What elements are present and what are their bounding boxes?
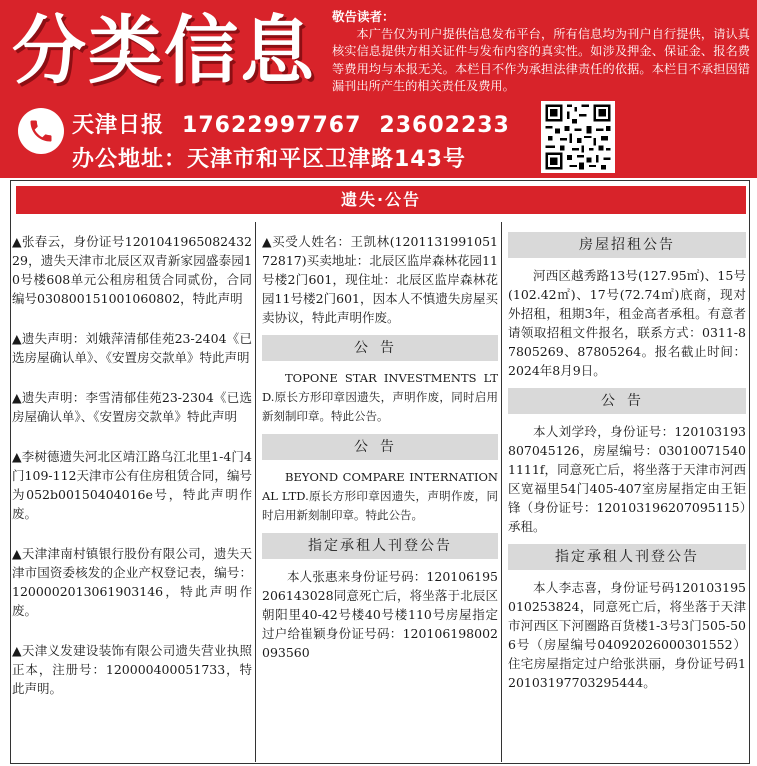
newspaper-name: 天津日报: [72, 113, 165, 138]
notice-item: 本人李志喜，身份证号码120103195010253824，同意死亡后，将坐落于天津市河西区下河圈路百货楼1-3号3门505-506号（房屋编号04092026000301552）住宅房屋指定过户给张洪丽，身份证号码120103197703295444。: [508, 580, 746, 690]
qr-code-icon: [541, 101, 615, 173]
notice-item: ▲买受人姓名：王凯林(120113199105172817)买卖地址：北辰区监岸森林花园11号楼2门601，现住址：北辰区监岸森林花园11号楼2门601，因本人不慎遗失房屋买卖协议，特此声明作废。: [262, 234, 498, 325]
announcement-heading: 房屋招租公告: [508, 232, 746, 258]
phone-number-2: 23602233: [379, 113, 510, 138]
header-banner: [0, 0, 757, 178]
notice-item: 本人张惠来身份证号码：120106195206143028同意死亡后，将坐落于北辰区朝阳里40-42号楼40号楼110号房屋指定过户给崔颖身份证号码：120106198002093560: [262, 569, 498, 660]
column-lost-notices: [12, 222, 252, 762]
notice-item: ▲张春云，身份证号120104196508243229，遗失天津市北辰区双青新家园盛泰园10号楼608单元公租房租赁合同贰份，合同编号030800151001060802，特此声明: [12, 234, 252, 306]
notice-item: TOPONE STAR INVESTMENTS LTD.原长方形印章因遗失，声明作废，同时启用新刻制印章。特此公告。: [262, 371, 498, 423]
column-divider: [255, 222, 256, 762]
announcement-heading: 指定承租人刊登公告: [262, 533, 498, 559]
notice-item: ▲遗失声明：刘娥萍清郁佳苑23-2404《已选房屋确认单》、《安置房交款单》特此声明: [12, 331, 252, 365]
phone-icon: [27, 117, 55, 145]
notice-item: ▲天津义发建设装饰有限公司遗失营业执照正本，注册号：120000400051733，特此声明。: [12, 643, 252, 696]
reader-notice: [332, 8, 750, 102]
notice-body: 本广告仅为刊户提供信息发布平台，所有信息均为刊户自行提供，请认真核实信息提供方相关证件与发布内容的真实性。如涉及押金、保证金、报名费等费用均与本报无关。本栏目不作为承担法律责任的依据。本栏目不承担因错漏刊出所产生的相关责任及费用。: [332, 26, 750, 94]
announcement-heading: 公告: [262, 434, 498, 460]
announcement-heading: 公告: [508, 388, 746, 414]
notice-item: BEYOND COMPARE INTERNATIONAL LTD.原长方形印章因遗失，声明作废，同时启用新刻制印章。特此公告。: [262, 470, 498, 522]
announcement-heading: 公告: [262, 335, 498, 361]
column-divider: [501, 222, 502, 762]
notice-item: 河西区越秀路13号(127.95㎡)、15号(102.42㎡)、17号(72.74㎡)底商，现对外招租，租期3年，租金高者承租。有意者请领取招租文件报名，联系方式：0311-87805269、87805264。报名截止时间：2024年8月9日。: [508, 268, 746, 378]
notice-item: ▲天津津南村镇银行股份有限公司，遗失天津市国资委核发的企业产权登记表，编号：1200002013061903146，特此声明作废。: [12, 546, 252, 618]
section-title-bar: 遗失·公告: [16, 186, 746, 214]
notice-item: 本人刘学玲，身份证号：120103193807045126，房屋编号：030100715401111f，同意死亡后，将坐落于天津市河西区宽福里54门405-407室房屋指定由王钜锋（身份证号：120103196207095115）承租。: [508, 424, 746, 534]
section-brand-title: 分类信息: [12, 8, 316, 94]
phone-icon-badge: [18, 108, 64, 154]
phone-number-1: 17622997767: [182, 113, 362, 138]
column-announcements: [262, 222, 498, 762]
notice-item: ▲李树德遗失河北区靖江路乌江北里1-4门4门109-112天津市公有住房租赁合同，编号为052b00150404016e号，特此声明作废。: [12, 449, 252, 521]
office-address: 办公地址：天津市和平区卫津路143号: [72, 147, 466, 172]
contact-line: [72, 108, 528, 139]
notice-item: ▲遗失声明：李雪清郁佳苑23-2304《已选房屋确认单》、《安置房交款单》特此声明: [12, 390, 252, 424]
announcement-heading: 指定承租人刊登公告: [508, 544, 746, 570]
notice-title: 敬告读者：: [332, 9, 395, 24]
column-rental-notices: [508, 222, 746, 762]
